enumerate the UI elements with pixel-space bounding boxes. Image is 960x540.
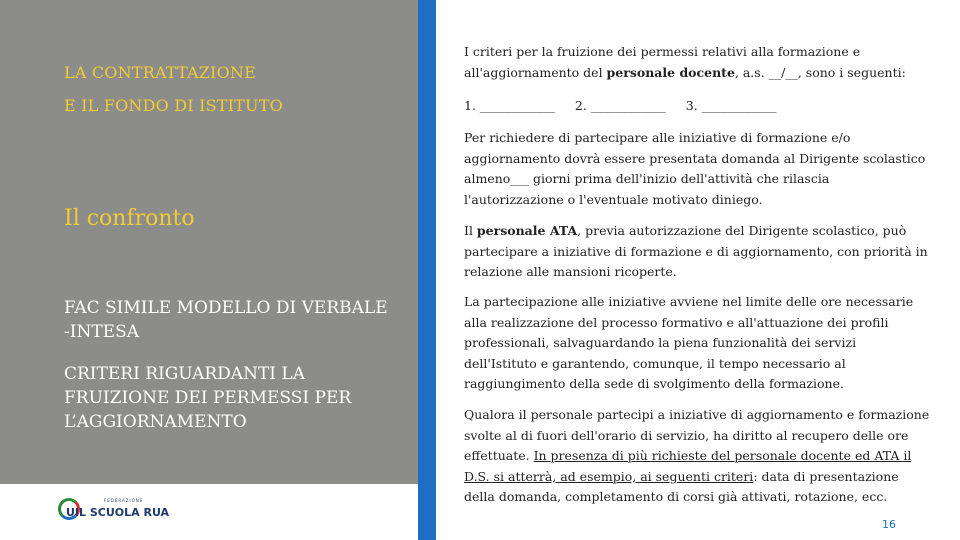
page-number: 16: [882, 518, 896, 531]
p1-text-a: I criteri per la fruizione dei permessi relativi alla formazione e all'aggiornamento del: [464, 44, 861, 80]
p5-underlined: In presenza di più richieste del personale docente ed ATA il D.S. si atterrà, ad esempio, ai seguenti criteri: [464, 448, 912, 484]
criteria-blanks: [464, 96, 932, 117]
blank-1: 1. ____________: [464, 98, 555, 113]
logo-wordmark: UIL SCUOLA RUA: [66, 506, 170, 519]
p1-bold: personale docente: [606, 64, 735, 80]
paragraph-ata: [464, 221, 932, 283]
paragraph-criteria: [464, 42, 932, 83]
logo-federazione: FEDERAZIONE: [104, 498, 144, 503]
criteria-title: CRITERI RIGUARDANTI LA FRUIZIONE DEI PERMESSI PER L’AGGIORNAMENTO: [64, 364, 352, 432]
section-subtitle: Il confronto: [64, 206, 195, 231]
p3-text-a: Il: [464, 223, 477, 238]
blank-3: 3. ____________: [685, 98, 777, 113]
p2-text: Per richiedere di partecipare alle iniziative di formazione e/o aggiornamento dovrà essere presentata domanda al Dirigente scolastico almeno___ giorni prima dell'inizio dell'attività che rilascia l'autorizzazione o l'eventuale motivato diniego.: [464, 130, 926, 207]
title-line-2: E IL FONDO DI ISTITUTO: [64, 96, 283, 115]
uil-scuola-logo: [58, 496, 168, 526]
p1-text-c: , a.s. __/__, sono i seguenti:: [734, 64, 906, 80]
p5-text-c: : data di presentazione della domanda, completamento di corsi già attivati, rotazione, ecc.: [464, 468, 899, 504]
p4-text: La partecipazione alle iniziative avviene nel limite delle ore necessarie alla realizzazione del processo formativo e all'attuazione dei profili professionali, salvaguardando la piena funzionalità dei servizi dell'Istituto e garantendo, comunque, il tempo necessario al raggiungimento della sede di svolgimento della formazione.: [464, 294, 914, 391]
accent-bar: [418, 0, 436, 540]
title-line-1: LA CONTRATTAZIONE: [64, 63, 256, 82]
p5-text-a: Qualora il personale partecipi a iniziative di aggiornamento e formazione svolte al di fuori dell'orario di servizio, ha diritto al recupero delle ore effettuate.: [464, 407, 930, 463]
paragraph-request: [464, 128, 932, 210]
paragraph-recovery: [464, 405, 932, 508]
model-title: FAC SIMILE MODELLO DI VERBALE -INTESA: [64, 298, 388, 342]
p3-text-c: , previa autorizzazione del Dirigente scolastico, può partecipare a iniziative di formazione e di aggiornamento, con priorità in relazione alle mansioni ricoperte.: [464, 223, 928, 279]
blank-2: 2. ____________: [574, 98, 666, 113]
p3-bold: personale ATA: [476, 223, 578, 238]
paragraph-participation: [464, 292, 932, 395]
